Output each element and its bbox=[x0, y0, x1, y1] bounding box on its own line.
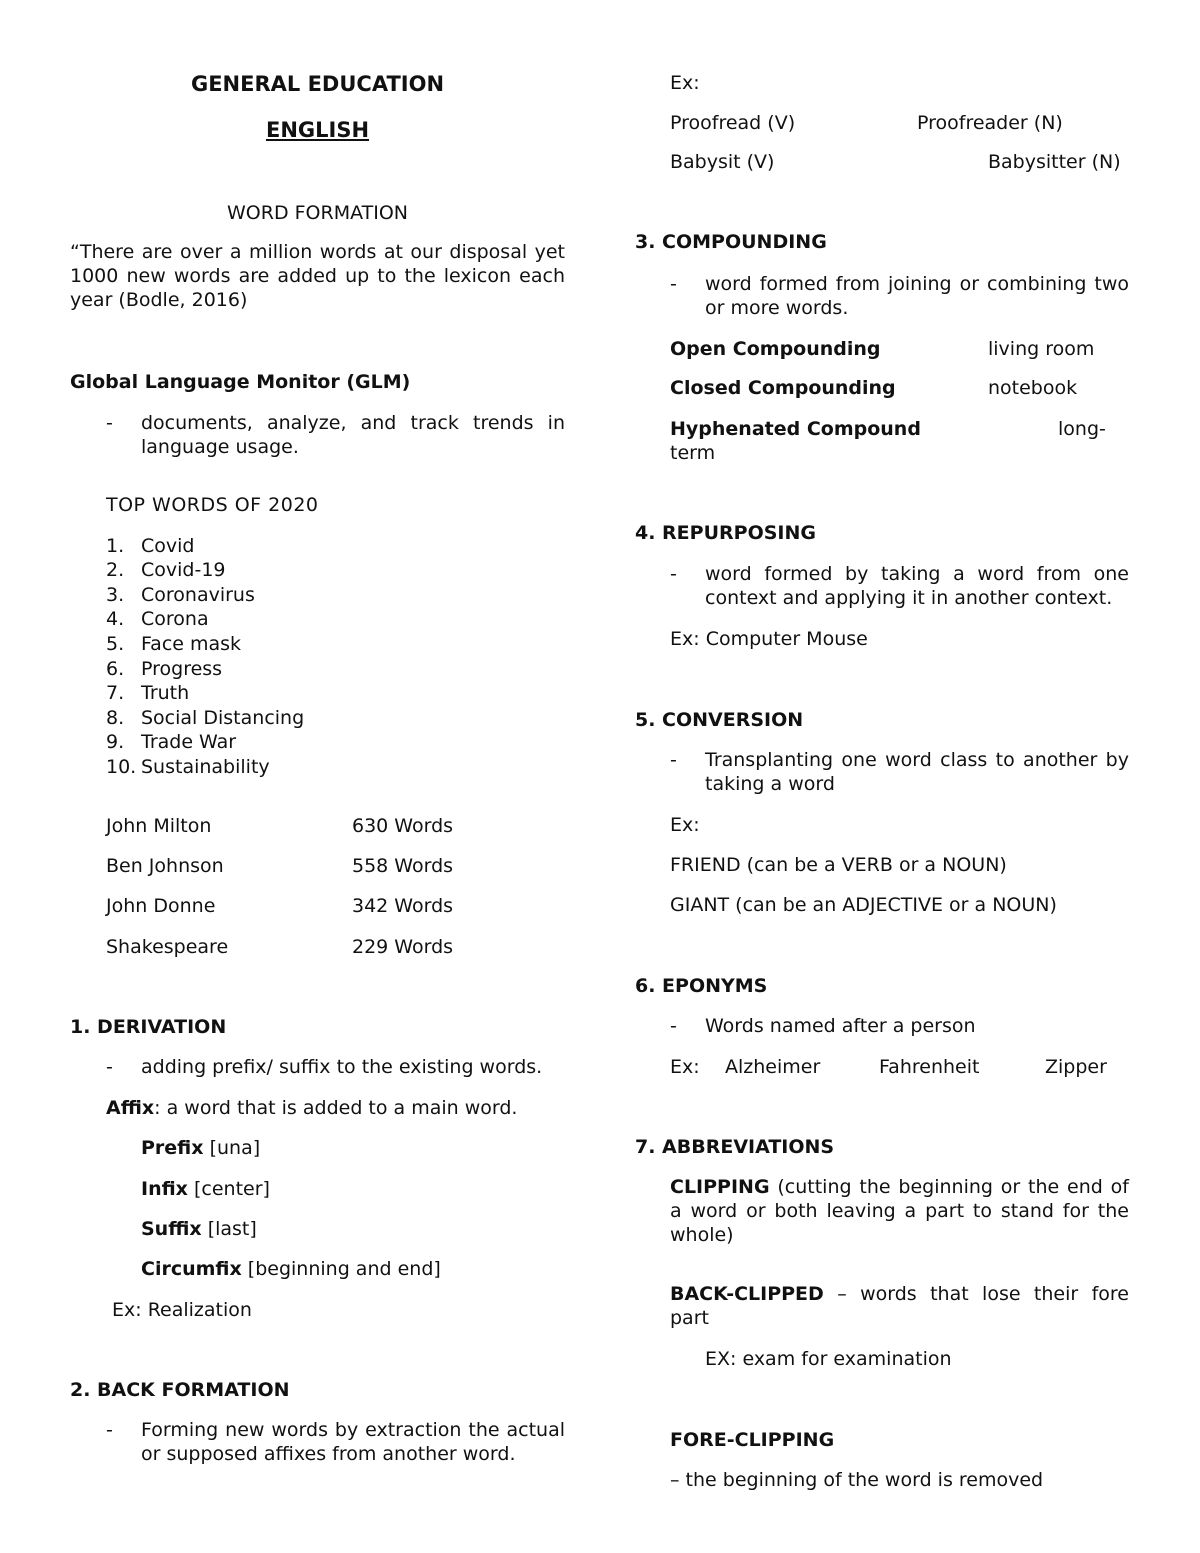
compound-term: Open Compounding bbox=[670, 338, 881, 360]
author-count: 342 Words bbox=[352, 895, 454, 917]
list-number: 1. bbox=[106, 535, 125, 557]
clipping-definition bbox=[670, 1175, 1129, 1247]
document-subtitle: ENGLISH bbox=[265, 118, 370, 142]
conversion-heading: 5. CONVERSION bbox=[635, 709, 804, 731]
pair-left: Proofread (V) bbox=[670, 112, 796, 134]
glm-heading: Global Language Monitor (GLM) bbox=[70, 371, 411, 393]
affix-type bbox=[141, 1177, 270, 1201]
glm-bullet: documents, analyze, and track trends in language usage. bbox=[141, 412, 565, 458]
list-number: 10. bbox=[106, 756, 137, 778]
list-item: Truth bbox=[141, 682, 190, 704]
list-number: 2. bbox=[106, 559, 125, 581]
author-count: 630 Words bbox=[352, 815, 454, 837]
eponym-example: Alzheimer bbox=[725, 1056, 821, 1078]
list-number: 7. bbox=[106, 682, 125, 704]
list-item: Trade War bbox=[141, 731, 237, 753]
eponym-example: Fahrenheit bbox=[879, 1056, 980, 1078]
list-item: Covid-19 bbox=[141, 559, 226, 581]
back-clipped-term: BACK-CLIPPED bbox=[670, 1283, 824, 1305]
affix-type bbox=[141, 1136, 260, 1160]
eponyms-ex-label: Ex: bbox=[670, 1056, 700, 1078]
bullet-dash: - bbox=[670, 273, 677, 295]
compound-term: Closed Compounding bbox=[670, 377, 896, 399]
back-formation-bullet: Forming new words by extraction the actual or supposed affixes from another word. bbox=[141, 1419, 565, 1465]
top-words-heading: TOP WORDS OF 2020 bbox=[106, 494, 319, 516]
list-item: Covid bbox=[141, 535, 195, 557]
bullet-dash: - bbox=[670, 749, 677, 771]
list-item: Sustainability bbox=[141, 756, 270, 778]
list-number: 8. bbox=[106, 707, 125, 729]
eponyms-heading: 6. EPONYMS bbox=[635, 975, 768, 997]
list-item: Coronavirus bbox=[141, 584, 255, 606]
list-number: 5. bbox=[106, 633, 125, 655]
eponyms-bullet: Words named after a person bbox=[705, 1015, 976, 1037]
author-name: John Donne bbox=[106, 895, 216, 917]
affix-type-term: Circumfix bbox=[141, 1258, 242, 1280]
affix-type-example: [beginning and end] bbox=[241, 1258, 441, 1280]
intro-quote: “There are over a million words at our disposal yet 1000 new words are added up to the lexicon each year (Bodle, 2016) bbox=[70, 241, 565, 311]
affix-type-term: Suffix bbox=[141, 1218, 202, 1240]
compounding-heading: 3. COMPOUNDING bbox=[635, 231, 827, 253]
author-count: 558 Words bbox=[352, 855, 454, 877]
derivation-example: Ex: Realization bbox=[112, 1299, 252, 1321]
pair-right: Proofreader (N) bbox=[917, 112, 1063, 134]
back-formation-ex-label: Ex: bbox=[670, 72, 700, 94]
back-clipped-def: – words that lose their fore part bbox=[670, 1283, 1129, 1329]
list-number: 9. bbox=[106, 731, 125, 753]
pair-left: Babysit (V) bbox=[670, 151, 775, 173]
author-name: John Milton bbox=[106, 815, 212, 837]
back-clipped-example: EX: exam for examination bbox=[705, 1348, 952, 1370]
list-number: 6. bbox=[106, 658, 125, 680]
back-formation-heading: 2. BACK FORMATION bbox=[70, 1379, 290, 1401]
list-item: Social Distancing bbox=[141, 707, 305, 729]
affix-type-example: [una] bbox=[203, 1137, 261, 1159]
compounding-bullet: word formed from joining or combining two or more words. bbox=[705, 273, 1129, 319]
author-count: 229 Words bbox=[352, 936, 454, 958]
bullet-dash: - bbox=[670, 1015, 677, 1037]
pair-right: Babysitter (N) bbox=[988, 151, 1121, 173]
affix-type-example: [last] bbox=[201, 1218, 257, 1240]
conversion-ex-label: Ex: bbox=[670, 814, 700, 836]
repurposing-example: Ex: Computer Mouse bbox=[670, 628, 868, 650]
derivation-bullet: adding prefix/ suffix to the existing words. bbox=[141, 1056, 543, 1078]
affix-type-term: Infix bbox=[141, 1178, 188, 1200]
affix-type-example: [center] bbox=[187, 1178, 270, 1200]
clipping-def: (cutting the beginning or the end of a word or both leaving a part to stand for the whole) bbox=[670, 1176, 1129, 1246]
author-name: Ben Johnson bbox=[106, 855, 224, 877]
bullet-dash: - bbox=[106, 1419, 113, 1441]
list-number: 3. bbox=[106, 584, 125, 606]
repurposing-heading: 4. REPURPOSING bbox=[635, 522, 816, 544]
bullet-dash: - bbox=[670, 563, 677, 585]
list-number: 4. bbox=[106, 608, 125, 630]
compound-example-wrap: term bbox=[670, 442, 716, 464]
affix-term: Affix bbox=[106, 1097, 155, 1119]
compound-example: living room bbox=[988, 338, 1095, 360]
conversion-example: FRIEND (can be a VERB or a NOUN) bbox=[670, 854, 1007, 876]
author-name: Shakespeare bbox=[106, 936, 229, 958]
compound-example: long- bbox=[1058, 418, 1106, 440]
affix-type bbox=[141, 1257, 441, 1281]
fore-clipping-definition: – the beginning of the word is removed bbox=[670, 1469, 1044, 1491]
affix-type bbox=[141, 1217, 257, 1241]
repurposing-bullet: word formed by taking a word from one context and applying it in another context. bbox=[705, 563, 1129, 609]
compound-example: notebook bbox=[988, 377, 1078, 399]
document-title: GENERAL EDUCATION bbox=[190, 72, 445, 96]
eponym-example: Zipper bbox=[1045, 1056, 1107, 1078]
bullet-dash: - bbox=[106, 412, 113, 434]
conversion-bullet: Transplanting one word class to another by taking a word bbox=[705, 749, 1129, 795]
clipping-term: CLIPPING bbox=[670, 1176, 770, 1198]
affix-def: : a word that is added to a main word. bbox=[154, 1097, 518, 1119]
bullet-dash: - bbox=[106, 1056, 113, 1078]
affix-type-term: Prefix bbox=[141, 1137, 204, 1159]
compound-term: Hyphenated Compound bbox=[670, 418, 921, 440]
conversion-example: GIANT (can be an ADJECTIVE or a NOUN) bbox=[670, 894, 1057, 916]
list-item: Progress bbox=[141, 658, 223, 680]
derivation-heading: 1. DERIVATION bbox=[70, 1016, 227, 1038]
list-item: Corona bbox=[141, 608, 209, 630]
fore-clipping-heading: FORE-CLIPPING bbox=[670, 1429, 835, 1451]
back-clipped-definition bbox=[670, 1282, 1129, 1330]
affix-definition bbox=[106, 1096, 517, 1120]
list-item: Face mask bbox=[141, 633, 242, 655]
abbreviations-heading: 7. ABBREVIATIONS bbox=[635, 1136, 835, 1158]
section-title: WORD FORMATION bbox=[227, 202, 408, 224]
